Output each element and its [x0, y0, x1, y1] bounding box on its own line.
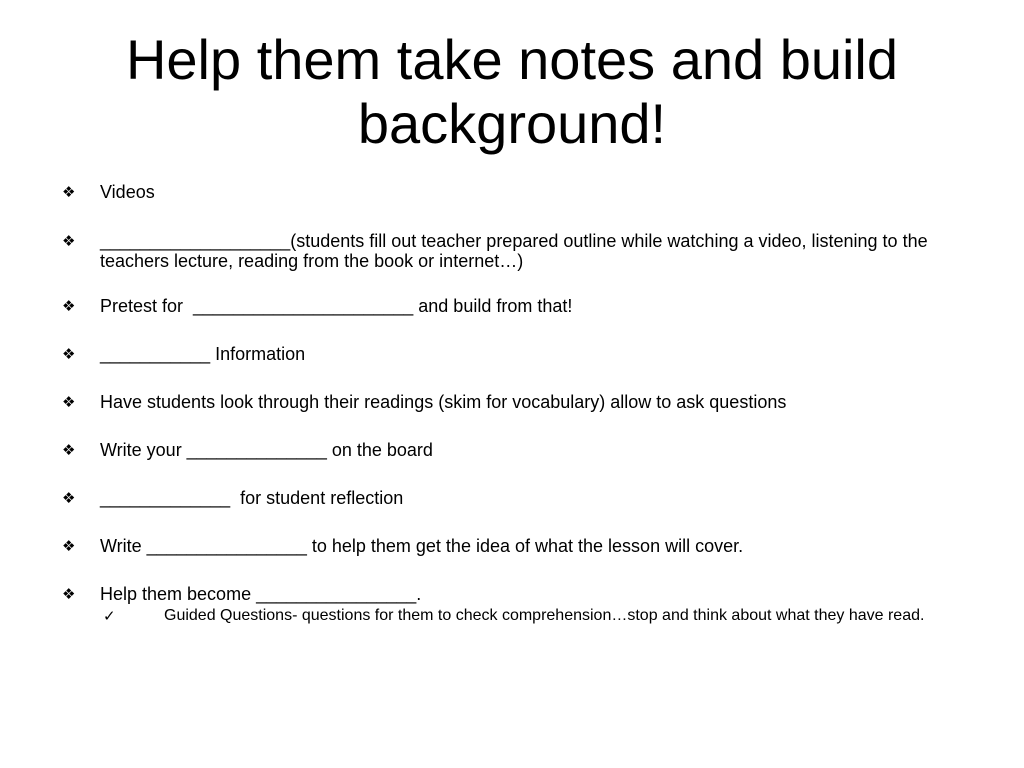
diamond-bullet-icon: ❖	[62, 345, 76, 363]
bullet-text: Write your ______________ on the board	[100, 440, 433, 460]
bullet-text: ___________________(students fill out teacher prepared outline while watching a video, listening to the teachers lecture, reading from the book or internet…)	[100, 231, 928, 271]
sub-bullet-text: Guided Questions- questions for them to check comprehension…stop and think about what they have read.	[164, 607, 925, 624]
slide-title: Help them take notes and build background!	[125, 28, 899, 155]
diamond-bullet-icon: ❖	[62, 232, 76, 250]
bullet-text: Videos	[100, 182, 155, 202]
diamond-bullet-icon: ❖	[62, 489, 76, 507]
diamond-bullet-icon: ❖	[62, 441, 76, 459]
diamond-bullet-icon: ❖	[62, 537, 76, 555]
diamond-bullet-icon: ❖	[62, 393, 76, 411]
bullet-text: Help them become ________________.	[100, 584, 422, 604]
bullet-text: Pretest for ______________________ and build from that!	[100, 296, 573, 316]
bullet-text: Write ________________ to help them get the idea of what the lesson will cover.	[100, 536, 744, 556]
checkmark-bullet-icon: ✓	[103, 607, 116, 625]
diamond-bullet-icon: ❖	[62, 183, 76, 201]
diamond-bullet-icon: ❖	[62, 585, 76, 603]
bullet-text: _____________ for student reflection	[100, 488, 404, 508]
bullet-text: ___________ Information	[100, 344, 306, 364]
bullet-text: Have students look through their readings (skim for vocabulary) allow to ask questions	[100, 392, 787, 412]
diamond-bullet-icon: ❖	[62, 297, 76, 315]
